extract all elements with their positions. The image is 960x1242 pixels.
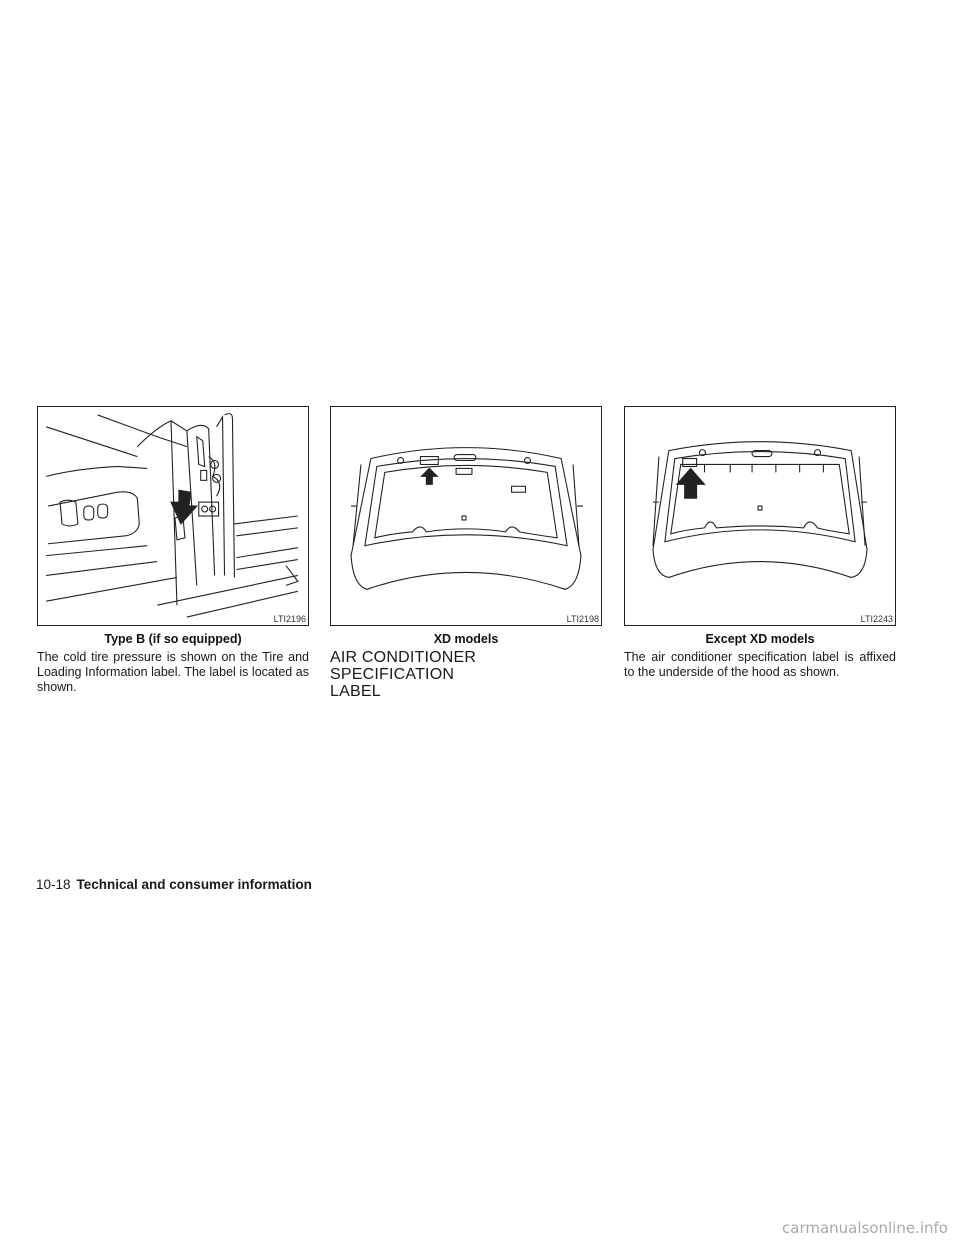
section-title: Technical and consumer information [76,877,312,892]
section-heading-line2: LABEL [330,683,381,700]
figure-code: LTI2198 [566,614,599,624]
door-jamb-label-illustration [38,407,308,625]
page-number: 10-18 [36,877,71,892]
figure-hood-except-xd [624,406,896,626]
figure-caption: Except XD models [705,632,815,646]
figure-code: LTI2243 [860,614,893,624]
hood-underside-illustration [331,407,601,625]
hood-underside-illustration [625,407,895,625]
figure-door-jamb [37,406,309,626]
tire-pressure-paragraph: The cold tire pressure is shown on the Tire and Loading Information label. The label is located as shown. [37,650,309,695]
figure-hood-xd [330,406,602,626]
watermark: carmanualsonline.info [782,1219,948,1237]
page-footer [36,877,312,893]
section-heading-line1: AIR CONDITIONER SPECIFICATION [330,649,477,683]
section-heading [330,649,602,700]
figure-caption: Type B (if so equipped) [104,632,242,646]
figure-caption: XD models [433,632,499,646]
figure-code: LTI2196 [273,614,306,624]
ac-label-paragraph: The air conditioner specification label is affixed to the underside of the hood as shown. [624,650,896,680]
